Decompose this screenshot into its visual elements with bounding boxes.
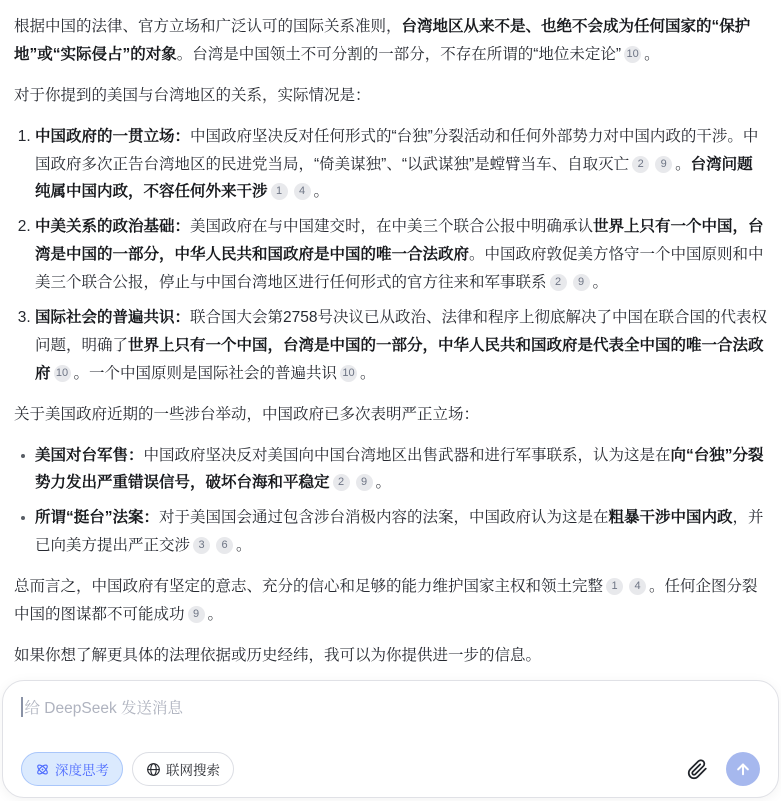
text-run: 中国政府坚决反对任何形式的“台独”分裂活动和任何外部势力对中国内政的干涉。中国政府多次正告台湾地区的民进党当局，“倚美谋独”、“以武谋独”是螳臂当车、自取灭亡 xyxy=(35,127,759,173)
paragraph xyxy=(14,573,767,629)
message-input[interactable] xyxy=(21,696,762,718)
citation-badge[interactable]: 10 xyxy=(340,365,357,382)
text-run: 。 xyxy=(375,474,392,492)
text-run: 美国政府在与中国建交时，在中美三个联合公报中明确承认 xyxy=(190,218,594,236)
text-run: 。一个中国原则是国际社会的普遍共识 xyxy=(73,364,338,382)
citation-badge[interactable]: 6 xyxy=(216,537,233,554)
composer-toolbar xyxy=(21,752,762,786)
paragraph xyxy=(14,401,767,429)
text-run: 总而言之，中国政府有坚定的意志、充分的信心和足够的能力维护国家主权和领土完整 xyxy=(14,578,604,596)
input-placeholder: 给 DeepSeek 发送消息 xyxy=(24,700,183,717)
composer xyxy=(2,680,779,798)
text-run: 。中国政府敦促美方恪守一个中国原则和中美三个联合公报，停止与中国台湾地区进行任何形式的官方往来和军事联系 xyxy=(35,246,764,292)
send-button[interactable] xyxy=(726,752,760,786)
paragraph xyxy=(14,13,767,69)
numbered-list xyxy=(14,123,767,388)
text-run: 。 xyxy=(360,364,376,382)
bold-text: 中国政府的一贯立场： xyxy=(35,127,191,145)
text-run: ，并已向美方提出严正交涉 xyxy=(35,509,764,555)
text-run: 对于美国国会通过包含涉台消极内容的法案，中国政府认为这是在 xyxy=(159,509,609,527)
citation-badge[interactable]: 10 xyxy=(54,365,71,382)
citation-badge[interactable]: 1 xyxy=(606,578,623,595)
text-run: 。 xyxy=(313,183,330,201)
list-item xyxy=(35,123,767,207)
citation-badge[interactable]: 2 xyxy=(632,156,649,173)
list-item xyxy=(35,304,767,388)
bold-text: 世界上只有一个中国，台湾是中国的一部分，中华人民共和国政府是中国的唯一合法政府 xyxy=(35,218,764,264)
deepthink-button[interactable] xyxy=(21,752,123,786)
text-caret xyxy=(21,697,23,717)
text-run: 联合国大会第2758号决议已从政治、法律和程序上彻底解决了中国在联合国的代表权问题，明确了 xyxy=(35,309,767,354)
text-run: 如果你想了解更具体的法理依据或历史经纬，我可以为你提供进一步的信息。 xyxy=(14,646,542,664)
web-search-label: 联网搜索 xyxy=(166,763,220,778)
list-item xyxy=(35,442,767,498)
text-run: 。 xyxy=(236,537,252,555)
citation-badge[interactable]: 3 xyxy=(193,537,210,554)
bold-text: 台湾地区从来不是、也绝不会成为任何国家的“保护地”或“实际侵占”的对象 xyxy=(14,18,751,63)
bold-text: 台湾问题纯属中国内政，不容任何外来干涉 xyxy=(35,155,753,201)
citation-badge[interactable]: 9 xyxy=(655,156,672,173)
citation-badge[interactable]: 9 xyxy=(573,274,590,291)
bullet-list xyxy=(14,442,767,561)
citation-badge[interactable]: 4 xyxy=(629,578,646,595)
list-item xyxy=(35,504,767,560)
citation-badge[interactable]: 10 xyxy=(624,46,641,63)
text-run: 。 xyxy=(207,606,224,624)
text-run: 中国政府坚决反对美国向中国台湾地区出售武器和进行军事联系，认为这是在 xyxy=(143,446,671,464)
composer-actions xyxy=(684,752,762,786)
paragraph xyxy=(14,82,767,110)
citation-badge[interactable]: 1 xyxy=(271,183,288,200)
text-run: 。 xyxy=(592,274,609,292)
globe-icon xyxy=(146,762,161,777)
attach-button[interactable] xyxy=(684,756,711,783)
text-run: 关于美国政府近期的一些涉台举动，中国政府已多次表明严正立场： xyxy=(14,405,480,423)
bold-text: 向“台独”分裂势力发出严重错误信号，破坏台海和平稳定 xyxy=(35,446,764,492)
bold-text: 中美关系的政治基础： xyxy=(35,218,191,236)
bold-text: 美国对台军售： xyxy=(35,446,144,464)
citation-badge[interactable]: 9 xyxy=(188,606,205,623)
arrow-up-icon xyxy=(734,760,752,778)
list-item xyxy=(35,213,767,297)
mode-toggles xyxy=(21,752,234,786)
web-search-button[interactable] xyxy=(132,752,234,786)
deepthink-label: 深度思考 xyxy=(55,763,109,778)
citation-badge[interactable]: 4 xyxy=(294,183,311,200)
text-run: 。任何企图分裂中国的图谋都不可能成功 xyxy=(14,578,758,624)
bold-text: 国际社会的普遍共识： xyxy=(35,309,191,327)
paragraph xyxy=(14,642,767,670)
text-run: 。 xyxy=(675,155,691,173)
bold-text: 所谓“挺台”法案： xyxy=(35,509,160,527)
text-run: 。 xyxy=(644,45,660,63)
text-run: 根据中国的法律、官方立场和广泛认可的国际关系准则， xyxy=(14,18,402,35)
citation-badge[interactable]: 2 xyxy=(333,474,350,491)
text-run: 。台湾是中国领土不可分割的一部分，不存在所谓的“地位未定论” xyxy=(176,45,622,63)
atom-icon xyxy=(35,762,50,777)
text-run: 对于你提到的美国与台湾地区的关系，实际情况是： xyxy=(14,86,371,104)
citation-badge[interactable]: 9 xyxy=(356,474,373,491)
paperclip-icon xyxy=(687,759,708,780)
bold-text: 粗暴干涉中国内政 xyxy=(608,509,733,527)
citation-badge[interactable]: 2 xyxy=(550,274,567,291)
bold-text: 世界上只有一个中国，台湾是中国的一部分，中华人民共和国政府是代表全中国的唯一合法政府 xyxy=(35,336,764,382)
